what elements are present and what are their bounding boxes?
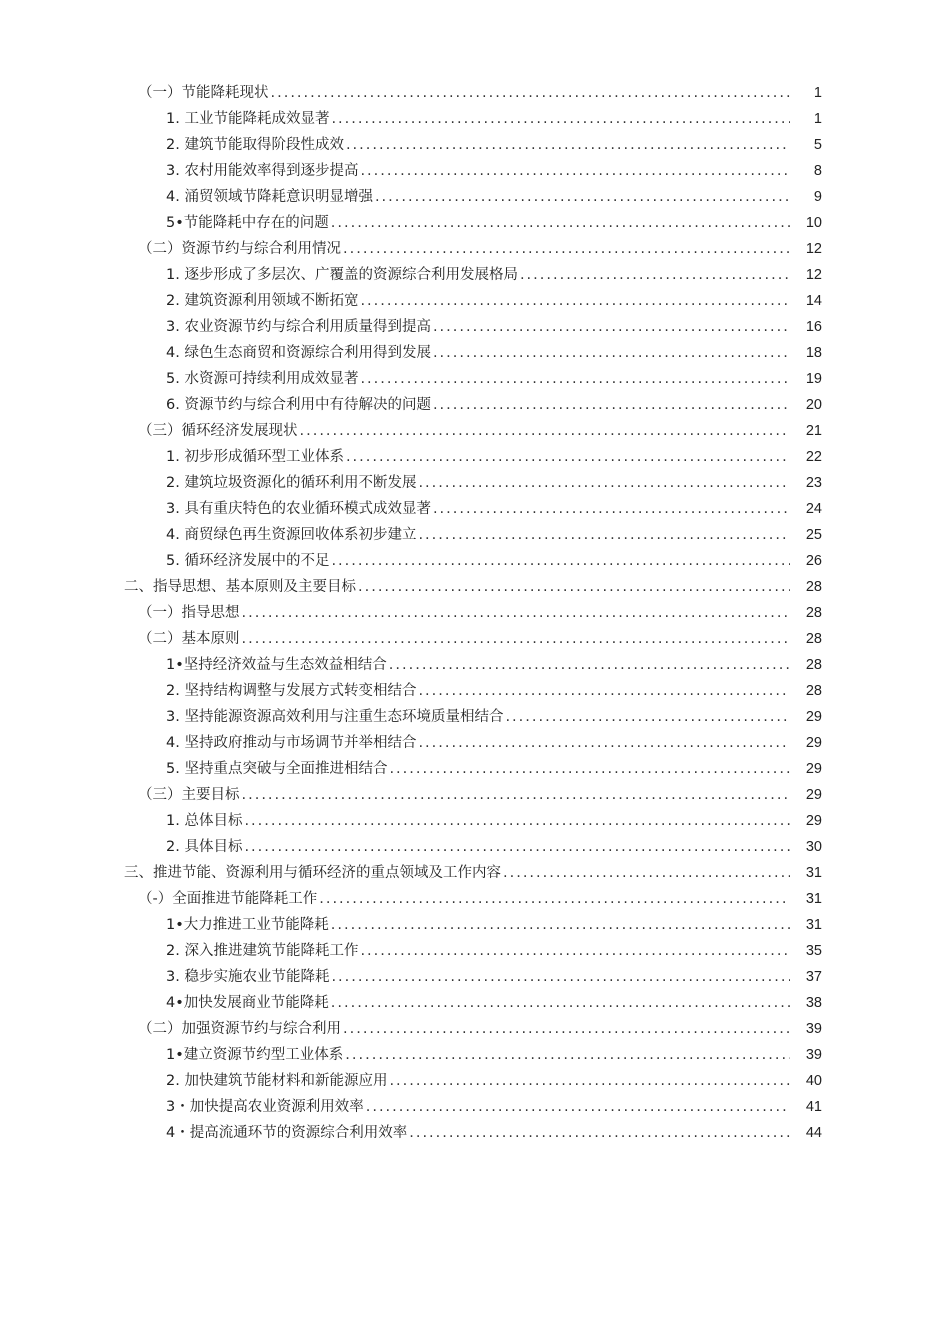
toc-entry-title: （一）节能降耗现状 (138, 85, 269, 101)
toc-dot-leader (389, 652, 790, 678)
toc-entry-page-number: 44 (805, 1125, 822, 1141)
toc-dot-leader (319, 886, 790, 912)
toc-entry[interactable] (0, 522, 950, 548)
toc-dot-leader (242, 626, 791, 652)
toc-entry-page-number: 21 (805, 423, 822, 439)
toc-entry[interactable] (0, 470, 950, 496)
toc-entry[interactable] (0, 496, 950, 522)
toc-dot-leader (244, 808, 790, 834)
toc-entry[interactable] (0, 600, 950, 626)
toc-entry-page-number: 1 (813, 111, 822, 127)
toc-dot-leader (505, 704, 790, 730)
toc-entry-title: 1. 逐步形成了多层次、广覆盖的资源综合利用发展格局 (166, 267, 518, 283)
toc-dot-leader (418, 522, 790, 548)
toc-entry-page-number: 18 (805, 345, 822, 361)
toc-entry-page-number: 29 (805, 813, 822, 829)
toc-entry-page-number: 29 (805, 735, 822, 751)
table-of-contents (0, 80, 950, 1146)
toc-entry-page-number: 37 (805, 969, 822, 985)
toc-entry-page-number: 29 (805, 761, 822, 777)
toc-dot-leader (433, 496, 790, 522)
toc-dot-leader (346, 132, 790, 158)
toc-entry[interactable] (0, 392, 950, 418)
toc-entry-title: 2. 具体目标 (166, 839, 243, 855)
toc-entry-title: 4・提高流通环节的资源综合利用效率 (166, 1125, 408, 1141)
toc-entry-page-number: 35 (805, 943, 822, 959)
toc-entry-page-number: 16 (805, 319, 822, 335)
toc-entry[interactable] (0, 1094, 950, 1120)
toc-entry-title: 5. 水资源可持续利用成效显著 (166, 371, 359, 387)
toc-entry-title: （三）循环经济发展现状 (138, 423, 298, 439)
toc-entry-title: 3. 坚持能源资源高效利用与注重生态环境质量相结合 (166, 709, 504, 725)
toc-entry-page-number: 28 (805, 683, 822, 699)
toc-dot-leader (242, 600, 791, 626)
toc-entry-page-number: 1 (813, 85, 822, 101)
toc-entry[interactable] (0, 80, 950, 106)
toc-entry-title: 1. 工业节能降耗成效显著 (166, 111, 330, 127)
toc-entry-title: 4. 坚持政府推动与市场调节并举相结合 (166, 735, 417, 751)
toc-entry-page-number: 28 (805, 605, 822, 621)
toc-dot-leader (271, 80, 791, 106)
toc-entry-title: 4. 绿色生态商贸和资源综合利用得到发展 (166, 345, 431, 361)
toc-dot-leader (244, 834, 790, 860)
toc-dot-leader (343, 1016, 790, 1042)
toc-entry-page-number: 20 (805, 397, 822, 413)
toc-entry-title: 6. 资源节约与综合利用中有待解决的问题 (166, 397, 431, 413)
toc-entry[interactable] (0, 132, 950, 158)
toc-entry[interactable] (0, 106, 950, 132)
toc-entry-title: 5. 坚持重点突破与全面推进相结合 (166, 761, 388, 777)
toc-entry-page-number: 29 (805, 709, 822, 725)
toc-entry-page-number: 14 (805, 293, 822, 309)
toc-entry-page-number: 31 (805, 865, 822, 881)
toc-entry-title: 3. 稳步实施农业节能降耗 (166, 969, 330, 985)
toc-entry-title: 4•加快发展商业节能降耗 (166, 995, 329, 1011)
toc-entry-title: （二）加强资源节约与综合利用 (138, 1021, 341, 1037)
toc-entry-title: 4. 涌贸领域节降耗意识明显增强 (166, 189, 373, 205)
toc-entry-title: （-）全面推进节能降耗工作 (138, 891, 318, 907)
toc-entry[interactable] (0, 262, 950, 288)
toc-dot-leader (418, 730, 790, 756)
toc-dot-leader (360, 288, 790, 314)
toc-dot-leader (389, 1068, 790, 1094)
toc-entry-page-number: 39 (805, 1047, 822, 1063)
toc-entry-page-number: 31 (805, 917, 822, 933)
toc-entry[interactable] (0, 210, 950, 236)
toc-entry[interactable] (0, 990, 950, 1016)
toc-dot-leader (331, 210, 790, 236)
toc-entry[interactable] (0, 1016, 950, 1042)
toc-entry-page-number: 31 (805, 891, 822, 907)
toc-entry-page-number: 12 (805, 241, 822, 257)
toc-dot-leader (331, 990, 790, 1016)
toc-dot-leader (433, 314, 790, 340)
toc-entry-title: 三、推进节能、资源利用与循环经济的重点领域及工作内容 (124, 865, 501, 881)
toc-entry-page-number: 30 (805, 839, 822, 855)
toc-entry-page-number: 26 (805, 553, 822, 569)
toc-entry[interactable] (0, 756, 950, 782)
toc-dot-leader (343, 236, 790, 262)
toc-entry[interactable] (0, 366, 950, 392)
toc-entry[interactable] (0, 678, 950, 704)
toc-entry-title: 1. 总体目标 (166, 813, 243, 829)
toc-entry-title: 2. 建筑节能取得阶段性成效 (166, 137, 344, 153)
toc-entry[interactable] (0, 548, 950, 574)
toc-dot-leader (345, 1042, 790, 1068)
toc-entry-title: 3. 农村用能效率得到逐步提高 (166, 163, 359, 179)
toc-dot-leader (418, 470, 790, 496)
toc-entry[interactable] (0, 158, 950, 184)
toc-entry[interactable] (0, 886, 950, 912)
toc-entry-page-number: 24 (805, 501, 822, 517)
toc-dot-leader (360, 366, 790, 392)
toc-entry[interactable] (0, 340, 950, 366)
toc-entry-page-number: 28 (805, 631, 822, 647)
toc-dot-leader (242, 782, 791, 808)
toc-entry-title: 3. 具有重庆特色的农业循环模式成效显著 (166, 501, 431, 517)
toc-dot-leader (520, 262, 790, 288)
toc-dot-leader (503, 860, 790, 886)
toc-entry[interactable] (0, 834, 950, 860)
toc-entry[interactable] (0, 782, 950, 808)
toc-entry-page-number: 9 (813, 189, 822, 205)
toc-entry-page-number: 19 (805, 371, 822, 387)
toc-entry-title: （一）指导思想 (138, 605, 240, 621)
toc-dot-leader (409, 1120, 790, 1146)
toc-entry-title: 4. 商贸绿色再生资源回收体系初步建立 (166, 527, 417, 543)
toc-entry-title: 5. 循环经济发展中的不足 (166, 553, 330, 569)
toc-entry-page-number: 40 (805, 1073, 822, 1089)
toc-entry[interactable] (0, 860, 950, 886)
toc-entry-title: 2. 加快建筑节能材料和新能源应用 (166, 1073, 388, 1089)
toc-dot-leader (358, 574, 790, 600)
toc-entry-title: 二、指导思想、基本原则及主要目标 (124, 579, 356, 595)
toc-entry-title: 1. 初步形成循环型工业体系 (166, 449, 344, 465)
toc-entry[interactable] (0, 1068, 950, 1094)
toc-entry-title: 1•坚持经济效益与生态效益相结合 (166, 657, 387, 673)
toc-dot-leader (433, 340, 790, 366)
toc-entry-title: 3・加快提高农业资源利用效率 (166, 1099, 364, 1115)
toc-entry[interactable] (0, 704, 950, 730)
toc-entry[interactable] (0, 314, 950, 340)
toc-entry-title: 1•建立资源节约型工业体系 (166, 1047, 344, 1063)
toc-entry-page-number: 8 (813, 163, 822, 179)
toc-entry-page-number: 22 (805, 449, 822, 465)
toc-entry-title: 5•节能降耗中存在的问题 (166, 215, 329, 231)
toc-dot-leader (389, 756, 790, 782)
toc-dot-leader (346, 444, 790, 470)
toc-dot-leader (331, 964, 790, 990)
toc-entry[interactable] (0, 418, 950, 444)
toc-entry[interactable] (0, 938, 950, 964)
toc-entry[interactable] (0, 912, 950, 938)
toc-dot-leader (433, 392, 790, 418)
toc-entry-title: （三）主要目标 (138, 787, 240, 803)
toc-entry-page-number: 38 (805, 995, 822, 1011)
toc-entry-page-number: 28 (805, 657, 822, 673)
toc-entry[interactable] (0, 574, 950, 600)
toc-entry[interactable] (0, 730, 950, 756)
toc-dot-leader (331, 106, 790, 132)
toc-entry-title: 3. 农业资源节约与综合利用质量得到提高 (166, 319, 431, 335)
toc-entry-page-number: 39 (805, 1021, 822, 1037)
toc-entry-page-number: 25 (805, 527, 822, 543)
toc-entry-page-number: 12 (805, 267, 822, 283)
toc-entry-page-number: 41 (805, 1099, 822, 1115)
toc-entry-page-number: 29 (805, 787, 822, 803)
toc-entry[interactable] (0, 964, 950, 990)
toc-entry-title: （二）资源节约与综合利用情况 (138, 241, 341, 257)
toc-dot-leader (331, 912, 790, 938)
toc-entry-title: （二）基本原则 (138, 631, 240, 647)
toc-dot-leader (366, 1094, 790, 1120)
toc-entry-title: 2. 建筑垃圾资源化的循环利用不断发展 (166, 475, 417, 491)
toc-entry[interactable] (0, 184, 950, 210)
toc-entry[interactable] (0, 652, 950, 678)
toc-entry-title: 1•大力推进工业节能降耗 (166, 917, 329, 933)
toc-entry[interactable] (0, 444, 950, 470)
toc-dot-leader (360, 158, 790, 184)
toc-entry-page-number: 28 (805, 579, 822, 595)
toc-entry-title: 2. 深入推进建筑节能降耗工作 (166, 943, 359, 959)
toc-entry-page-number: 23 (805, 475, 822, 491)
toc-entry[interactable] (0, 1120, 950, 1146)
toc-dot-leader (360, 938, 790, 964)
toc-dot-leader (300, 418, 791, 444)
toc-dot-leader (418, 678, 790, 704)
toc-entry-title: 2. 建筑资源利用领域不断拓宽 (166, 293, 359, 309)
toc-entry-title: 2. 坚持结构调整与发展方式转变相结合 (166, 683, 417, 699)
toc-entry-page-number: 10 (805, 215, 822, 231)
toc-entry[interactable] (0, 626, 950, 652)
toc-entry[interactable] (0, 288, 950, 314)
toc-entry-page-number: 5 (813, 137, 822, 153)
toc-entry[interactable] (0, 1042, 950, 1068)
toc-entry[interactable] (0, 808, 950, 834)
toc-dot-leader (331, 548, 790, 574)
toc-dot-leader (375, 184, 790, 210)
toc-entry[interactable] (0, 236, 950, 262)
